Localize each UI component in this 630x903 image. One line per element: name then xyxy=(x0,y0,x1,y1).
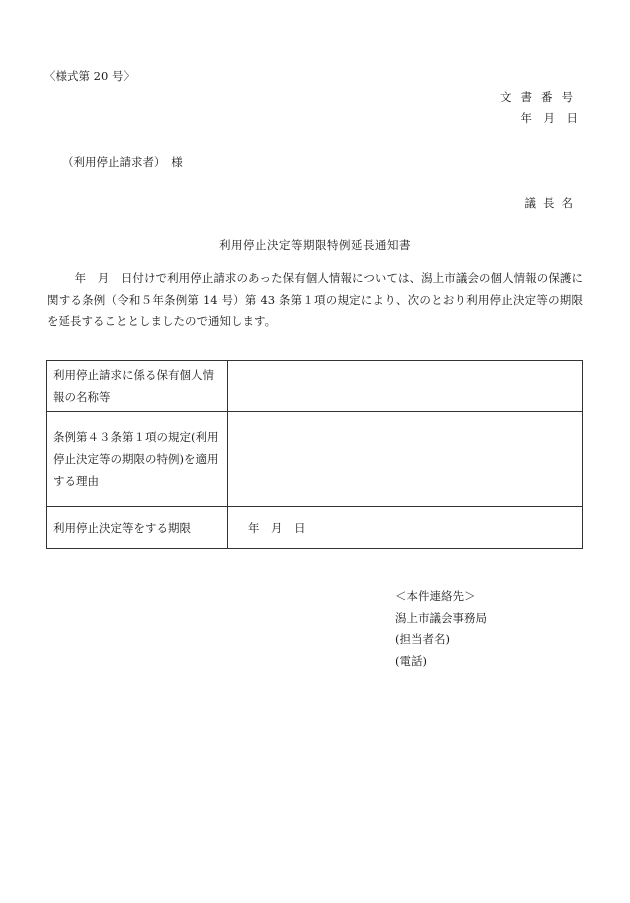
document-title: 利用停止決定等期限特例延長通知書 xyxy=(219,238,411,252)
contact-block xyxy=(395,586,487,672)
row-value-information-name xyxy=(228,361,583,412)
row-label-deadline: 利用停止決定等をする期限 xyxy=(47,507,228,549)
contact-phone: (電話) xyxy=(395,653,427,668)
notice-body xyxy=(47,268,583,333)
contact-heading: ＜本件連絡先＞ xyxy=(395,589,476,603)
addressee: （利用停止請求者） 様 xyxy=(62,155,183,169)
body-paragraph: 年 月 日付けで利用停止請求のあった保有個人情報については、潟上市議会の個人情報の保護に関する条例（令和５年条例第 14 号）第 43 条第１項の規定により、次のとおり利用停止決定等の期限を延長することとしましたので通知します。 xyxy=(47,271,583,328)
sender-name: 議長名 xyxy=(524,196,580,210)
row-label-information-name: 利用停止請求に係る保有個人情報の名称等 xyxy=(47,361,228,412)
issue-date: 年 月 日 xyxy=(520,111,578,125)
info-table xyxy=(46,360,583,549)
table-row xyxy=(47,507,583,549)
table-row xyxy=(47,361,583,412)
row-label-reason: 条例第４３条第１項の規定(利用停止決定等の期限の特例)を適用する理由 xyxy=(47,412,228,507)
document-number-label: 文書番号 xyxy=(500,90,582,104)
form-number: 〈様式第 20 号〉 xyxy=(44,69,135,83)
contact-office: 潟上市議会事務局 xyxy=(395,610,487,625)
row-value-deadline: 年 月 日 xyxy=(228,507,583,549)
table-row xyxy=(47,412,583,507)
contact-person: (担当者名) xyxy=(395,632,450,646)
row-value-reason xyxy=(228,412,583,507)
